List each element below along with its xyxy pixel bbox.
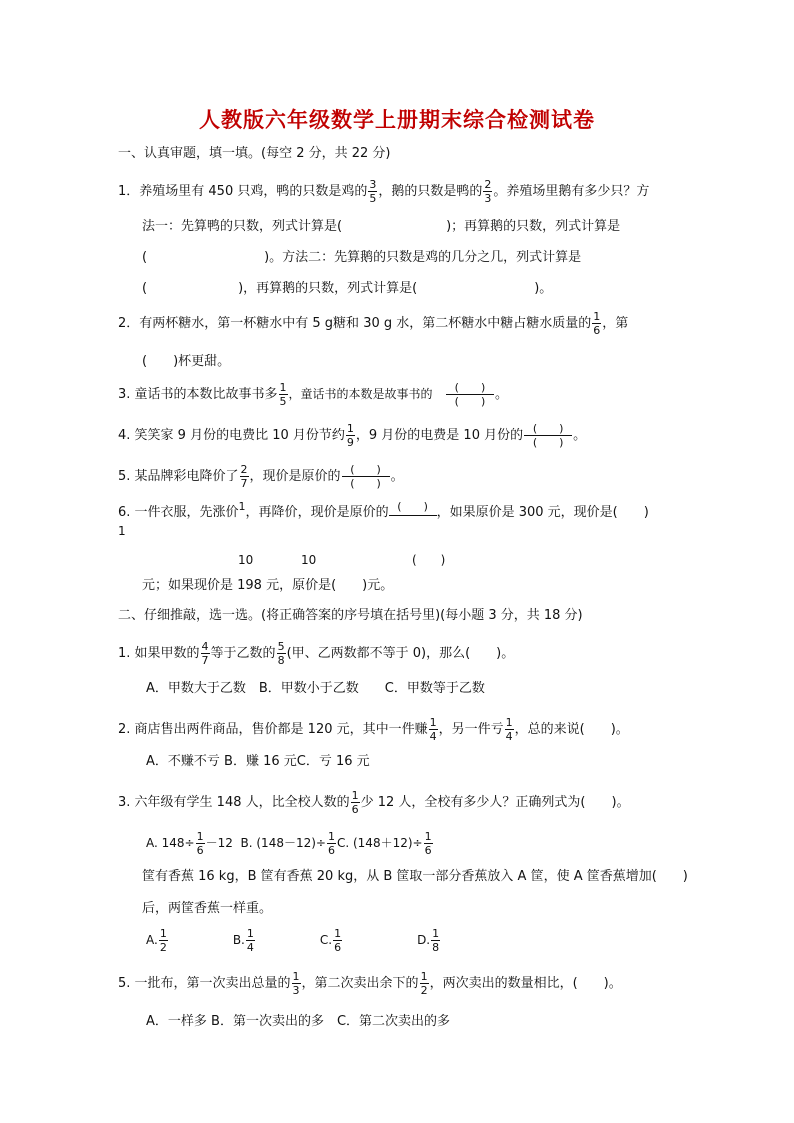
text: 1. 如果甲数的: [118, 646, 200, 661]
answer-blank[interactable]: $\frac{( )}{( )}$: [524, 422, 572, 449]
fraction: $\frac{1}{6}$: [593, 310, 601, 337]
text: ，第: [602, 316, 629, 331]
text: 5. 一批布，第一次卖出总量的: [118, 976, 291, 991]
text: 1．养殖场里有 450 只鸡，鸭的只数是鸡的: [118, 184, 368, 199]
q2-1: [118, 640, 514, 667]
option-d: D.: [417, 933, 431, 947]
text: ，再降价: [245, 505, 298, 520]
q2-5-options: A．一样多 B．第一次卖出的多 C．第二次卖出的多: [146, 1014, 451, 1029]
text: ，两次卖出的数量相比，( )。: [429, 976, 622, 991]
text: 6. 一件衣服，先涨价: [118, 505, 239, 520]
text: 4. 笑笑家 9 月份的电费比 10 月份节约: [118, 428, 345, 443]
q1-6-blank-denominator[interactable]: ( ): [412, 553, 446, 567]
fraction: $\frac{1}{6}$: [327, 830, 335, 857]
q1-1-line1: [118, 178, 649, 205]
q1-1-line2: 法一：先算鸭的只数，列式计算是( )；再算鹅的只数，列式计算是: [142, 219, 621, 234]
q1-6-stray-one: 1: [118, 524, 126, 538]
text: 。: [390, 469, 404, 484]
q1-6-denominator-1: 10: [238, 553, 254, 567]
text: 5. 某品牌彩电降价了: [118, 469, 239, 484]
text: ，第二次卖出余下的: [301, 976, 419, 991]
q1-2-line1: [118, 310, 628, 337]
text: 等于乙数的: [210, 646, 276, 661]
q1-2-line2: ( )杯更甜。: [142, 354, 231, 369]
option-a: A.: [146, 933, 158, 947]
fraction: $\frac{2}{7}$: [240, 463, 248, 490]
text: ，现价是原价的: [297, 505, 389, 520]
section1-heading: 一、认真审题，填一填。(每空 2 分，共 22 分): [118, 146, 391, 161]
answer-blank[interactable]: $\frac{( )}{( )}$: [446, 381, 494, 408]
text: 3. 童话书的本数比故事书多: [118, 387, 278, 402]
fraction: $\frac{1}{9}$: [346, 422, 354, 449]
fraction: $\frac{1}{4}$: [505, 716, 513, 743]
text: 。: [494, 387, 508, 402]
option-c: C.: [319, 933, 333, 947]
answer-blank[interactable]: $\frac{( )}{( )}$: [342, 463, 390, 490]
text: (甲、乙两数都不等于 0)，那么( )。: [286, 646, 515, 661]
fraction: $\frac{3}{5}$: [369, 178, 377, 205]
q2-3-options: [146, 830, 434, 857]
text: ，如果原价是 300 元，现价是( ): [436, 505, 649, 520]
text: ，总的来说( )。: [514, 722, 629, 737]
fraction: $\frac{1}{6}$: [424, 830, 432, 857]
fraction: $\frac{1}{2}$: [420, 970, 428, 997]
q2-4-line2: 后，两筐香蕉一样重。: [142, 901, 273, 916]
text: 。: [573, 428, 587, 443]
text: 2．有两杯糖水，第一杯糖水中有 5 g糖和 30 g 水，第二杯糖水中糖占糖水质量的: [118, 316, 592, 331]
q2-4-line1: 筐有香蕉 16 kg，B 筐有香蕉 20 kg，从 B 筐取一部分香蕉放入 A 筐，使 A 筐香蕉增加( ): [142, 869, 688, 884]
text: 少 12 人，全校有多少人？正确列式为( )。: [360, 795, 630, 810]
q2-2: [118, 716, 629, 743]
fraction: $\frac{2}{3}$: [484, 178, 492, 205]
text: 2. 商店售出两件商品，售价都是 120 元，其中一件赚: [118, 722, 428, 737]
fraction-numerator: 1: [238, 500, 246, 513]
fraction: $\frac{1}{8}$: [432, 927, 440, 954]
fraction: $\frac{1}{6}$: [334, 927, 342, 954]
answer-blank-numerator[interactable]: ( ): [389, 499, 437, 516]
text: ，现价是原价的: [249, 469, 341, 484]
option-a: A. 148÷: [146, 836, 195, 850]
fraction: $\frac{4}{7}$: [201, 640, 209, 667]
fraction: $\frac{1}{4}$: [429, 716, 437, 743]
fraction: $\frac{1}{3}$: [292, 970, 300, 997]
q2-2-options: A．不赚不亏 B．赚 16 元C．亏 16 元: [146, 754, 370, 769]
section2-heading: 二、仔细推敲，选一选。(将正确答案的序号填在括号里)(每小题 3 分，共 18 分): [118, 608, 583, 623]
fraction: $\frac{1}{5}$: [279, 381, 287, 408]
fraction: $\frac{1}{2}$: [159, 927, 167, 954]
q2-5: [118, 970, 622, 997]
q2-4-options: [146, 927, 441, 954]
fraction: $\frac{1}{6}$: [196, 830, 204, 857]
text: 3. 六年级有学生 148 人，比全校人数的: [118, 795, 350, 810]
text: 。养殖场里鹅有多少只？方: [493, 184, 650, 199]
text: ，另一件亏: [438, 722, 504, 737]
text: ，9 月份的电费是 10 月份的: [355, 428, 524, 443]
q1-1-line4: ( )，再算鹅的只数，列式计算是( )。: [142, 281, 553, 296]
q1-1-line3: ( )。方法二：先算鹅的只数是鸡的几分之几，列式计算是: [142, 250, 582, 265]
q1-6-denominator-2: 10: [301, 553, 317, 567]
q1-6-line1: [118, 500, 649, 522]
fraction: $\frac{1}{6}$: [351, 789, 359, 816]
fraction: $\frac{5}{8}$: [277, 640, 285, 667]
page-title: 人教版六年级数学上册期末综合检测试卷: [199, 107, 595, 132]
q1-4: [118, 422, 586, 449]
option-b: B.: [232, 933, 245, 947]
q1-6-line3: 元；如果现价是 198 元，原价是( )元。: [142, 578, 394, 593]
q2-3: [118, 789, 630, 816]
option-a-tail: －12: [205, 836, 233, 850]
q1-3: [118, 381, 508, 408]
text: ，童话书的本数是故事书的: [288, 387, 433, 401]
option-c: C. (148＋12)÷: [336, 836, 423, 850]
q1-5: [118, 463, 404, 490]
option-b: B. (148－12)÷: [240, 836, 326, 850]
q2-1-options: A．甲数大于乙数 B．甲数小于乙数 C．甲数等于乙数: [146, 681, 485, 696]
text: ，鹅的只数是鸭的: [378, 184, 483, 199]
fraction: $\frac{1}{4}$: [246, 927, 254, 954]
